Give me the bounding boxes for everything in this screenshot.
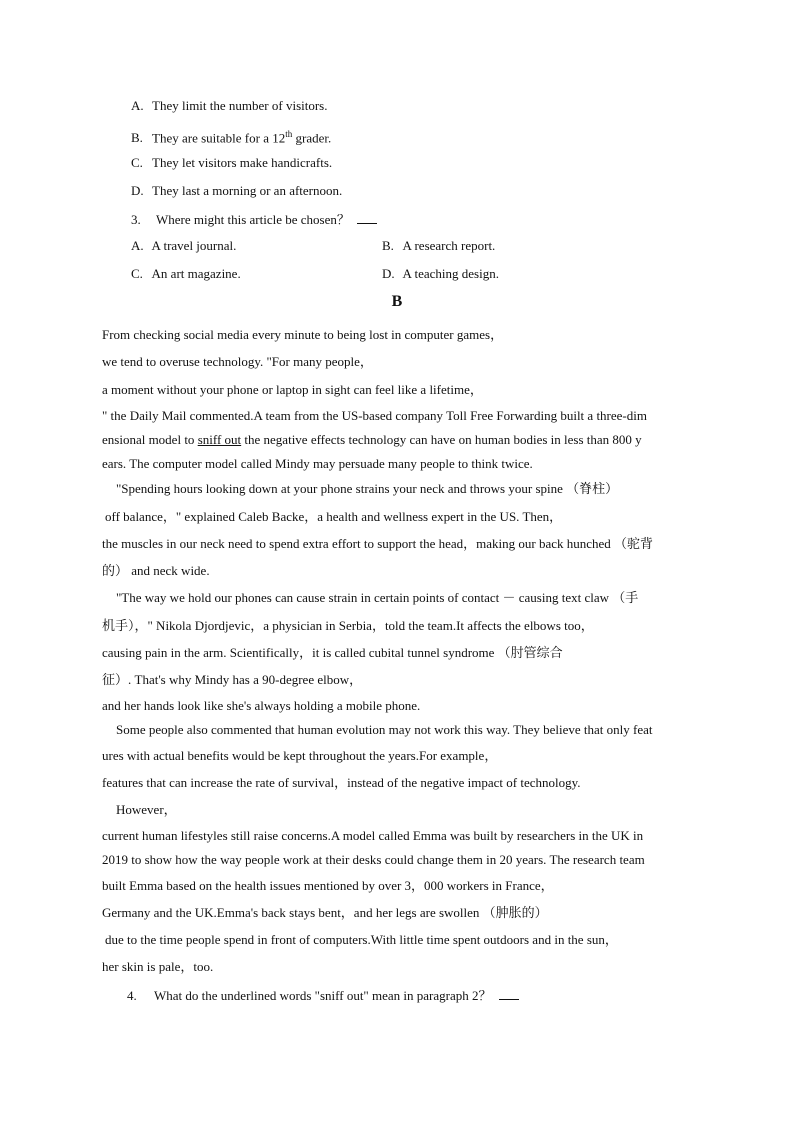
passage-line: "Spending hours looking down at your phone strains your neck and throws your spine （脊柱） [116, 481, 619, 496]
option-text: They last a morning or an afternoon. [152, 183, 343, 198]
superscript: th [285, 129, 293, 139]
question-number: 4. [127, 988, 137, 1003]
passage-line: 机手），" Nikola Djordjevic，a physician in Serbia，told the team.It affects the elbows too， [102, 618, 594, 633]
passage-line: causing pain in the arm. Scientifically，it is called cubital tunnel syndrome （肘管综合 [102, 645, 563, 660]
passage-line: 2019 to show how the way people work at their desks could change them in 20 years. The research team [102, 852, 645, 867]
passage-line: built Emma based on the health issues mentioned by over 3，000 workers in France， [102, 878, 554, 893]
option-letter: B. [131, 130, 143, 146]
passage-line: off balance，" explained Caleb Backe，a health and wellness expert in the US. Then， [105, 509, 563, 524]
question-4 [127, 987, 519, 1004]
option-text-end: grader. [292, 130, 332, 146]
q3-option-d [382, 266, 499, 282]
q2-option-d [131, 183, 342, 199]
question-number: 3. [131, 212, 141, 227]
option-letter: A. [131, 238, 144, 253]
q3-option-c [131, 266, 241, 282]
passage-line: features that can increase the rate of survival，instead of the negative impact of technology. [102, 775, 581, 790]
passage-line: her skin is pale，too. [102, 959, 214, 974]
q3-option-a [131, 238, 236, 254]
passage-line: ears. The computer model called Mindy may persuade many people to think twice. [102, 456, 533, 471]
option-text: They limit the number of visitors. [152, 98, 328, 113]
question-3 [131, 211, 377, 228]
q2-option-a [131, 98, 328, 114]
passage-line: due to the time people spend in front of computers.With little time spent outdoors and in the sun， [105, 932, 618, 947]
passage-line: However， [116, 802, 177, 817]
answer-blank[interactable] [499, 987, 519, 1000]
option-letter: C. [131, 155, 143, 170]
option-text: An art magazine. [151, 266, 241, 281]
option-letter: D. [131, 183, 144, 198]
q2-option-b [131, 126, 331, 146]
passage-text: ensional model to [102, 432, 198, 447]
option-letter: D. [382, 266, 395, 281]
passage-text: the negative effects technology can have on human bodies in less than 800 y [241, 432, 642, 447]
underlined-phrase: sniff out [197, 432, 242, 447]
passage-line: ures with actual benefits would be kept throughout the years.For example， [102, 748, 498, 763]
option-text: They let visitors make handicrafts. [152, 155, 333, 170]
question-text: Where might this article be chosen？ [156, 212, 350, 227]
option-text: A teaching design. [402, 266, 499, 281]
option-text: They are suitable for a 12 [152, 130, 286, 146]
passage-line: "The way we hold our phones can cause strain in certain points of contact － causing text claw （手 [116, 590, 639, 605]
passage-line: we tend to overuse technology. "For many people， [102, 354, 373, 369]
q3-option-b [382, 238, 495, 254]
passage-line: Some people also commented that human evolution may not work this way. They believe that only feat [116, 722, 653, 737]
passage-line [102, 432, 642, 448]
passage-line: a moment without your phone or laptop in sight can feel like a lifetime， [102, 382, 483, 397]
passage-line: current human lifestyles still raise concerns.A model called Emma was built by researchers in the UK in [102, 828, 644, 843]
option-letter: C. [131, 266, 143, 281]
section-title: B [391, 293, 403, 310]
passage-line: " the Daily Mail commented.A team from the US-based company Toll Free Forwarding built a three-dim [102, 408, 647, 423]
option-text: A research report. [402, 238, 496, 253]
option-letter: A. [131, 98, 144, 113]
q2-option-c [131, 155, 332, 171]
passage-line: the muscles in our neck need to spend extra effort to support the head，making our back hunched （驼背 [102, 536, 654, 551]
question-text: What do the underlined words "sniff out" mean in paragraph 2？ [154, 988, 492, 1003]
passage-line: and her hands look like she's always holding a mobile phone. [102, 698, 421, 713]
option-text: A travel journal. [151, 238, 237, 253]
option-letter: B. [382, 238, 394, 253]
passage-line: 征）. That's why Mindy has a 90-degree elbow， [102, 672, 363, 687]
passage-line: Germany and the UK.Emma's back stays bent，and her legs are swollen （肿胀的） [102, 905, 548, 920]
answer-blank[interactable] [357, 211, 377, 224]
passage-line: From checking social media every minute to being lost in computer games， [102, 327, 504, 342]
passage-line: 的） and neck wide. [102, 563, 210, 578]
